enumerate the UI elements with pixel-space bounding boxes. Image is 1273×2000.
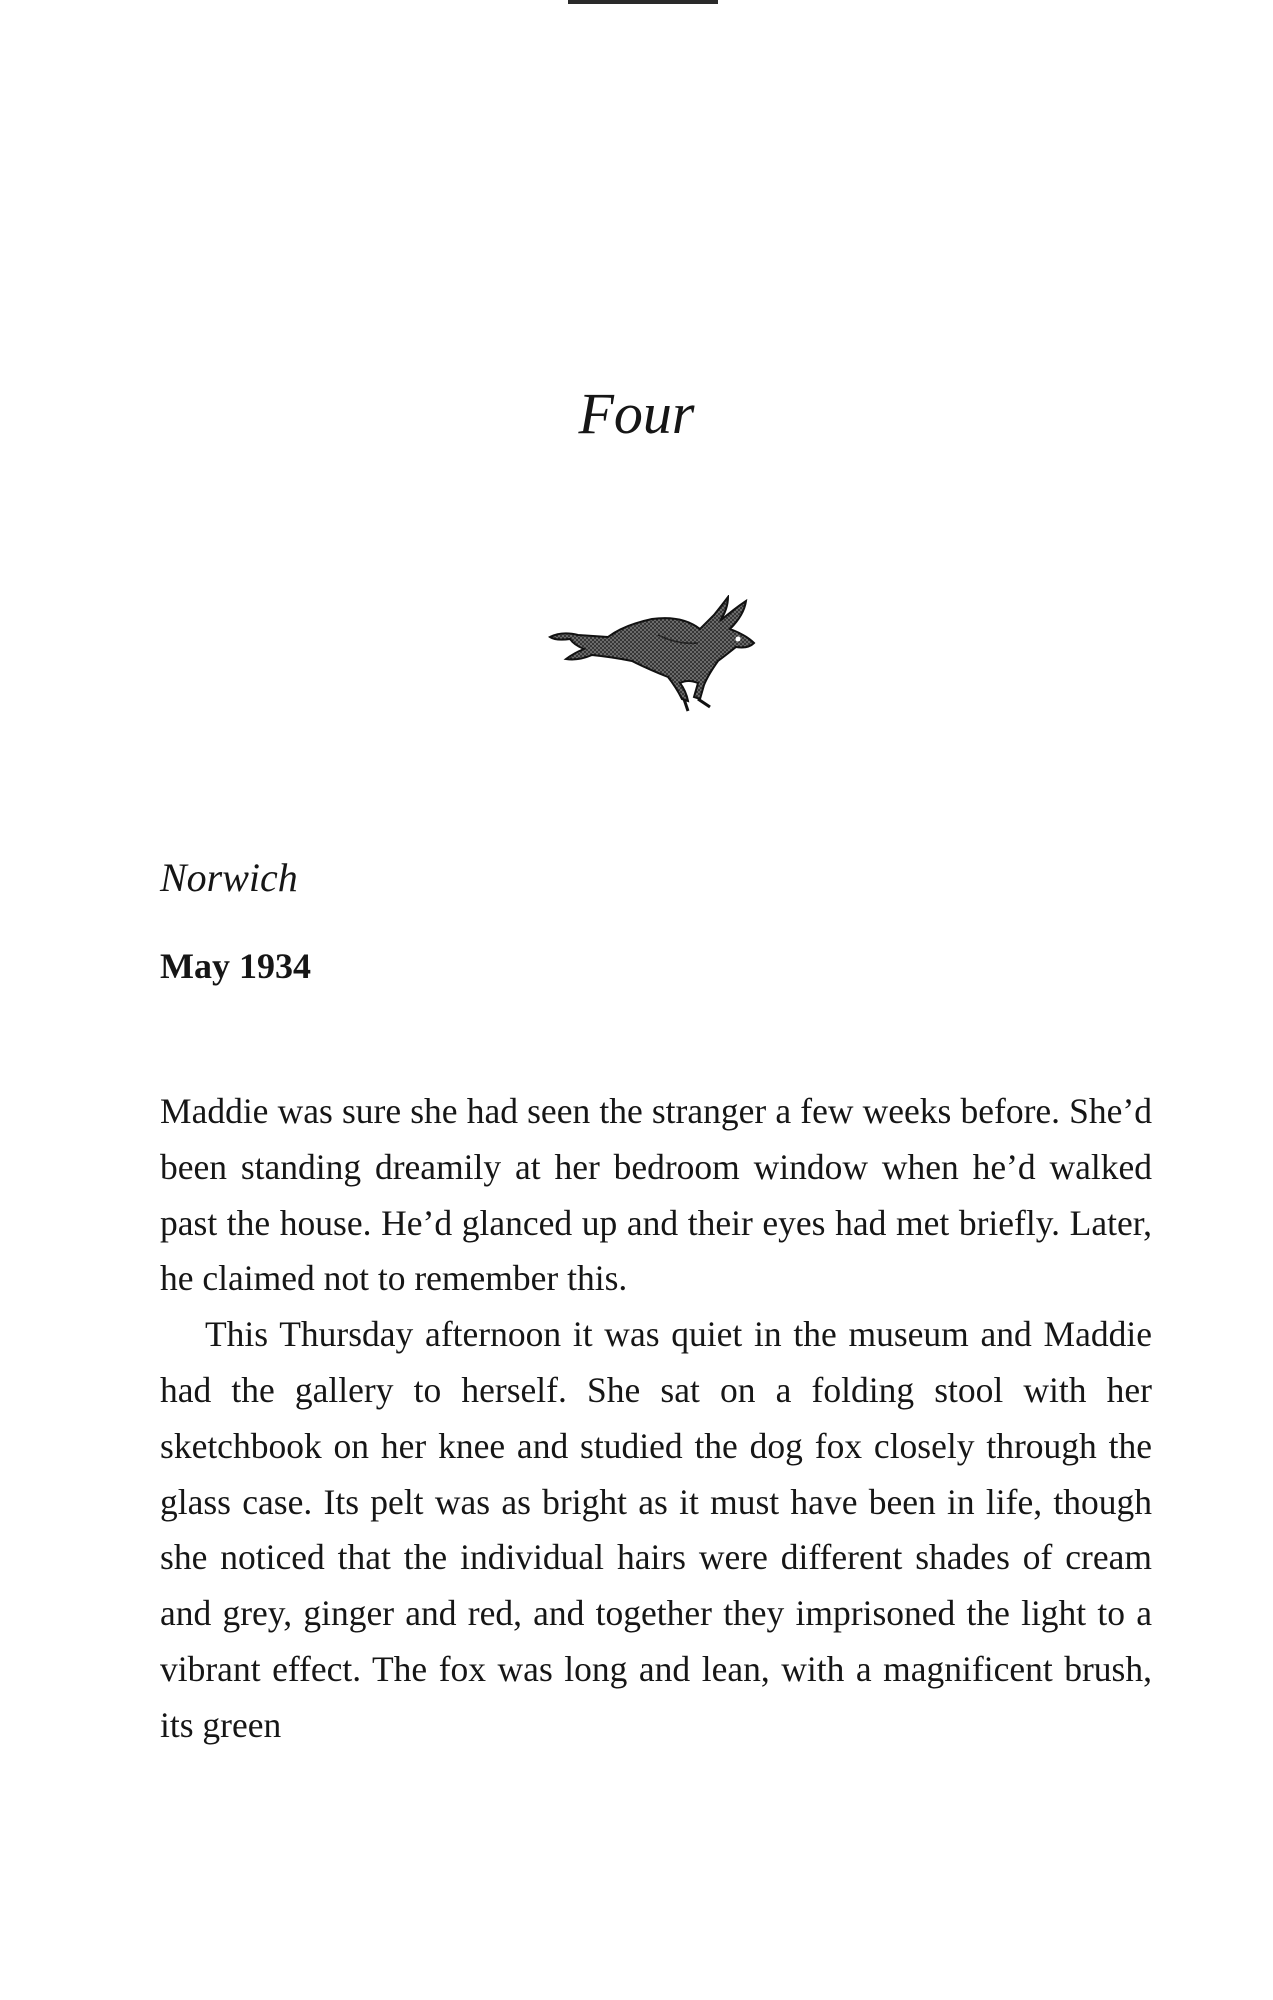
paragraph: Maddie was sure she had seen the stranger a few weeks before. She’d been standing dreamily at her bedroom window when he’d walked past the house. He’d glanced up and their eyes had met briefly. Later, he claimed not to remember this. bbox=[160, 1091, 1152, 1299]
place-heading: Norwich bbox=[160, 855, 298, 900]
date-heading: May 1934 bbox=[160, 946, 311, 986]
leaping-hare-icon bbox=[548, 595, 766, 715]
paragraph: This Thursday afternoon it was quiet in the museum and Maddie had the gallery to herself. She sat on a folding stool with her sketchbook on her knee and studied the dog fox closely through the glass case. Its pelt was as bright as it must have been in life, though she noticed that the individual hairs were different shades of cream and grey, ginger and red, and together they imprisoned the light to a vibrant effect. The fox was long and lean, with a magnificent brush, its green bbox=[160, 1314, 1152, 1745]
body-text bbox=[160, 1084, 1152, 1754]
top-rule bbox=[568, 0, 718, 4]
chapter-title: Four bbox=[578, 381, 695, 446]
